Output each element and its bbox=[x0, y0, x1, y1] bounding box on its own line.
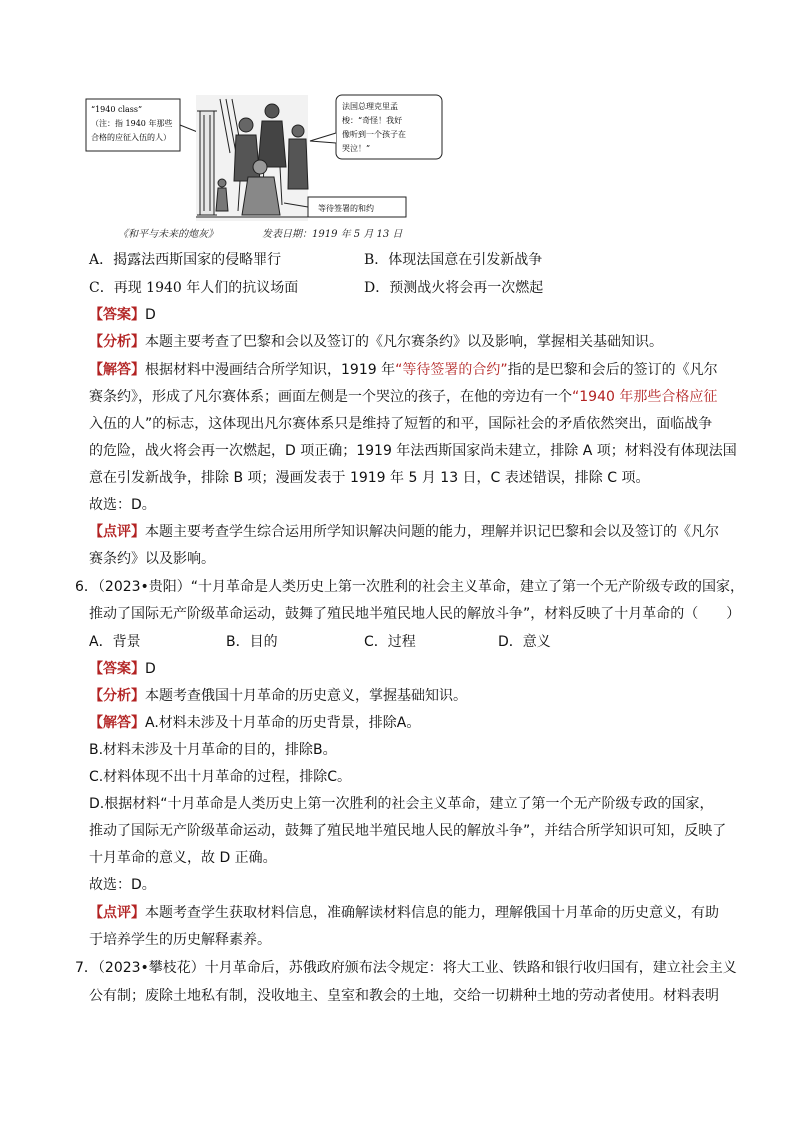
cartoon-treaty-label: 等待签署的和约 bbox=[318, 204, 374, 213]
q6-option-c: C．过程 bbox=[364, 634, 416, 650]
q6-choose: 故选：D。 bbox=[89, 877, 156, 893]
q6-answer bbox=[89, 659, 156, 679]
q5-analysis bbox=[89, 332, 663, 352]
q5-solution-line-1 bbox=[89, 360, 718, 380]
q6-analysis-text: 本题考查俄国十月革命的历史意义，掌握基础知识。 bbox=[145, 688, 467, 704]
q7-stem-line-1: 7．（2023•攀枝花）十月革命后，苏俄政府颁布法令规定：将大工业、铁路和银行收归国有，建立社会主义 bbox=[75, 960, 737, 976]
q6-option-b: B．目的 bbox=[226, 634, 278, 650]
q5-option-c: C．再现 1940 年人们的抗议场面 bbox=[89, 280, 299, 296]
q6-analysis bbox=[89, 686, 467, 706]
q5-answer-tag: 【答案】 bbox=[89, 307, 145, 323]
q5-solution-line-3: 入伍的人”的标志，这体现出凡尔赛体系只是维持了短暂的和平，国际社会的矛盾依然突出，面临战争 bbox=[89, 416, 713, 432]
q5-comment-text-1: 本题主要考查学生综合运用所学知识解决问题的能力，理解并识记巴黎和会以及签订的《凡尔 bbox=[145, 524, 719, 540]
q6-solution-text-a: A.材料未涉及十月革命的历史背景，排除A。 bbox=[145, 715, 421, 731]
q6-solution-line-b: B.材料未涉及十月革命的目的，排除B。 bbox=[89, 742, 337, 758]
q5-comment-line-1 bbox=[89, 522, 719, 542]
cartoon-illustration bbox=[84, 93, 446, 243]
q5-analysis-tag: 【分析】 bbox=[89, 334, 145, 350]
cartoon-left-box-line3: 合格的应征入伍的人） bbox=[91, 133, 171, 142]
q6-comment-tag: 【点评】 bbox=[89, 905, 145, 921]
q5-option-b: B．体现法国意在引发新战争 bbox=[364, 252, 543, 268]
q7-stem-line-2: 公有制；废除土地私有制，没收地主、皇室和教会的土地，交给一切耕种土地的劳动者使用。材料表明 bbox=[89, 988, 719, 1004]
q5-solution-line-5: 意在引发新战争，排除 B 项；漫画发表于 1919 年 5 月 13 日，C 表述错误，排除 C 项。 bbox=[89, 470, 650, 486]
q5-solution-tag: 【解答】 bbox=[89, 362, 145, 378]
q6-solution-line-d2: 推动了国际无产阶级革命运动，鼓舞了殖民地半殖民地人民的解放斗争”，并结合所学知识可知，反映了 bbox=[89, 823, 727, 839]
q5-answer bbox=[89, 305, 156, 325]
q5-option-a: A．揭露法西斯国家的侵略罪行 bbox=[89, 252, 282, 268]
q5-solution-text-1b: “等待签署的合约” bbox=[395, 362, 508, 378]
cartoon-drawing bbox=[196, 95, 308, 221]
q6-solution-line-a bbox=[89, 713, 420, 733]
q6-option-a: A．背景 bbox=[89, 634, 141, 650]
q6-analysis-tag: 【分析】 bbox=[89, 688, 145, 704]
q5-comment-line-2: 赛条约》以及影响。 bbox=[89, 551, 215, 567]
q5-solution-text-1a: 根据材料中漫画结合所学知识，1919 年 bbox=[145, 362, 396, 378]
q6-solution-tag: 【解答】 bbox=[89, 715, 145, 731]
cartoon-bubble-line4: 哭泣！” bbox=[342, 144, 371, 153]
q5-solution-text-2a: 赛条约》，形成了凡尔赛体系；画面左侧是一个哭泣的孩子，在他的旁边有一个 bbox=[89, 389, 572, 405]
cartoon-caption-title: 《和平与未来的炮灰》 bbox=[118, 229, 218, 240]
q5-solution-line-4: 的危险，战火将会再一次燃起，D 项正确；1919 年法西斯国家尚未建立，排除 A 项；材料没有体现法国 bbox=[89, 443, 737, 459]
q6-comment-line-1 bbox=[89, 903, 719, 923]
cartoon-left-box-line2: （注：指 1940 年那些 bbox=[91, 119, 173, 128]
q5-choose: 故选：D。 bbox=[89, 497, 156, 513]
q5-option-d: D．预测战火将会再一次燃起 bbox=[364, 280, 544, 296]
q5-comment-tag: 【点评】 bbox=[89, 524, 145, 540]
q6-comment-line-2: 于培养学生的历史解释素养。 bbox=[89, 932, 271, 948]
q6-comment-text-1: 本题考查学生获取材料信息，准确解读材料信息的能力，理解俄国十月革命的历史意义，有助 bbox=[145, 905, 719, 921]
cartoon-bubble-line2: 梭：“奇怪！我好 bbox=[342, 116, 403, 125]
cartoon-left-box-line1: “1940 class” bbox=[91, 105, 143, 114]
q6-option-d: D．意义 bbox=[498, 634, 551, 650]
q6-solution-line-d1: D.根据材料“十月革命是人类历史上第一次胜利的社会主义革命，建立了第一个无产阶级专政的国家， bbox=[89, 796, 714, 812]
q6-solution-line-d3: 十月革命的意义，故 D 正确。 bbox=[89, 850, 277, 866]
q5-solution-line-2 bbox=[89, 387, 717, 407]
q6-answer-value: D bbox=[145, 661, 156, 677]
cartoon-bubble-line3: 像听到一个孩子在 bbox=[342, 130, 406, 139]
q6-answer-tag: 【答案】 bbox=[89, 661, 145, 677]
q6-stem-line-2: 推动了国际无产阶级革命运动，鼓舞了殖民地半殖民地人民的解放斗争”，材料反映了十月革命的（ ） bbox=[89, 606, 741, 622]
cartoon-bubble-line1: 法国总理克里孟 bbox=[342, 102, 398, 111]
q6-stem-line-1: 6．（2023•贵阳）“十月革命是人类历史上第一次胜利的社会主义革命，建立了第一个无产阶级专政的国家， bbox=[75, 579, 745, 595]
q5-solution-text-1c: 指的是巴黎和会后的签订的《凡尔 bbox=[507, 362, 718, 378]
q5-analysis-text: 本题主要考查了巴黎和会以及签订的《凡尔赛条约》以及影响，掌握相关基础知识。 bbox=[145, 334, 663, 350]
q6-solution-line-c: C.材料体现不出十月革命的过程，排除C。 bbox=[89, 769, 351, 785]
q5-answer-value: D bbox=[145, 307, 156, 323]
cartoon-caption-date: 发表日期：1919 年 5 月 13 日 bbox=[262, 229, 403, 240]
q5-solution-text-2b: “1940 年那些合格应征 bbox=[572, 389, 718, 405]
